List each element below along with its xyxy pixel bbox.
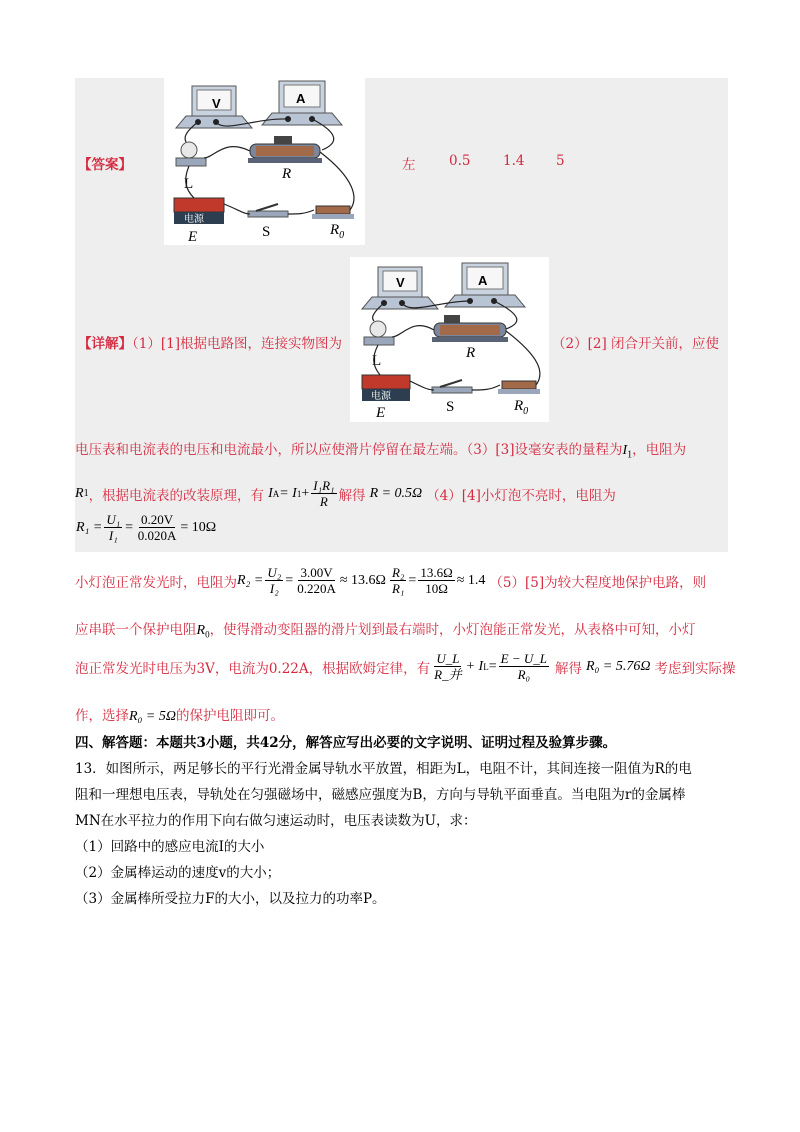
detail-line6: 应串联一个保护电阻$R_0$，使得滑动变阻器的滑片划到最右端时，小灯泡能正常发光，从表格中可知，小灯	[75, 622, 696, 640]
detail-line5: 小灯泡正常发光时，电阻为 R₂ = $\frac{\text{U₂}}{\text{I₂}}$ = $\frac{3.00V}{0.220A}$ ≈ 13.6Ω $\frac{\text{R₂}}{\text{R₁}}$ = $\frac{13.6\Omega}{10\Omega}$ ≈ 1.4 （5）[5]为较大程度地保护电路，则	[75, 565, 707, 596]
switch-icon	[248, 204, 288, 217]
detail-line3: R 1 ，根据电流表的改装原理，有 I A = I 1 + $\frac{\text{I₁R₁}}{R}$ 解得 R = 0.5Ω （4）[4]小灯泡不亮时，电阻为	[75, 478, 616, 509]
ammeter-icon	[262, 81, 342, 125]
q13-sub2: （2）金属棒运动的速度v的大小；	[75, 865, 281, 881]
ammeter-icon	[445, 263, 525, 307]
voltmeter-icon	[362, 267, 438, 309]
switch-icon	[432, 380, 472, 393]
battery-icon	[174, 198, 224, 225]
q13-line3: MN在水平拉力的作用下向右做匀速运动时，电压表读数为U，求：	[75, 813, 477, 829]
fraction-i1r1-over-r: $\frac{\text{I₁R₁}}{R}$	[313, 478, 335, 509]
detail-tag: 【详解】（1）[1]根据电路图，连接实物图为	[78, 336, 342, 352]
resistor-icon	[312, 206, 354, 219]
svg-text:R0: $R_0$	[330, 222, 345, 241]
svg-text:L: L	[184, 176, 194, 192]
resistor-icon	[498, 381, 540, 394]
svg-text:R0: $R_0$	[514, 398, 529, 417]
detail-line2: 电压表和电流表的电压和电流最小，所以应使滑片停留在最左端。（3）[3]设毫安表的量程为$I_1$，电阻为	[75, 442, 687, 461]
rheostat-icon	[248, 136, 322, 163]
detail-line1-end: （2）[2] 闭合开关前，应使	[552, 336, 720, 352]
svg-text:A: A	[296, 91, 306, 106]
svg-text:S: S	[262, 224, 271, 240]
q13-line1: 13．如图所示，两足够长的平行光滑金属导轨水平放置，相距为L，电阻不计，其间连接一阻值为R的电	[75, 761, 692, 777]
svg-text:R: R	[466, 345, 476, 361]
svg-text:E: E	[376, 405, 386, 421]
lamp-icon	[176, 142, 206, 166]
svg-text:V: V	[396, 275, 405, 290]
answer-value-4: 5	[556, 153, 565, 169]
svg-text:电源: 电源	[184, 214, 204, 225]
battery-icon	[362, 375, 410, 402]
q13-sub1: （1）回路中的感应电流I的大小	[75, 839, 265, 855]
lamp-icon	[364, 321, 394, 345]
answer-value-2: 0.5	[449, 153, 471, 169]
rheostat-icon	[432, 315, 508, 342]
svg-text:L: L	[372, 353, 382, 369]
svg-text:电源: 电源	[371, 391, 391, 402]
answer-tag: 【答案】	[78, 157, 132, 173]
detail-line7: 泡正常发光时电压为3V，电流为0.22A，根据欧姆定律，有 $\frac{U\_L}{\text{R\_并}}$ + I L = $\frac{E - U\_L}{\text{R₀}}$ 解得 R₀ = 5.76Ω 考虑到实际操	[75, 651, 736, 682]
section4-heading: 四、解答题：本题共3小题，共42分，解答应写出必要的文字说明、证明过程及验算步骤。	[75, 735, 617, 751]
svg-text:R: R	[282, 166, 292, 182]
q13-sub3: （3）金属棒所受拉力F的大小，以及拉力的功率P。	[75, 891, 386, 907]
svg-text:V: V	[212, 96, 221, 111]
q13-line2: 阻和一理想电压表，导轨处在匀强磁场中，磁感应强度为B，方向与导轨平面垂直。当电阻为r的金属棒	[75, 787, 686, 803]
answer-value-1: 左	[402, 157, 416, 173]
circuit-figure-detail	[350, 257, 549, 422]
svg-text:S: S	[446, 399, 455, 415]
svg-text:E: E	[188, 229, 198, 245]
svg-text:A: A	[478, 273, 488, 288]
answer-value-3: 1.4	[503, 153, 525, 169]
detail-line8: 作，选择R₀ = 5Ω的保护电阻即可。	[75, 708, 284, 724]
circuit-figure-answer	[164, 78, 365, 245]
equation-r1: R₁ = $\frac{\text{U₁}}{\text{I₁}}$ = $\frac{0.20V}{0.020A}$ = 10Ω	[76, 512, 217, 543]
voltmeter-icon	[176, 86, 252, 128]
